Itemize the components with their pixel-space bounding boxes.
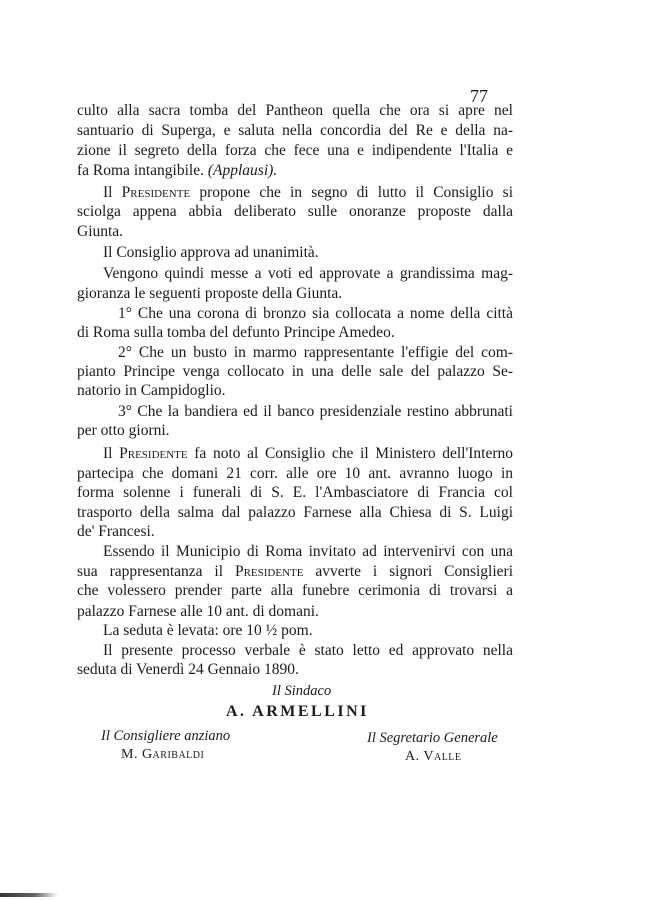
text-run: de' Francesi.: [77, 523, 155, 540]
text-run: avverte i signori Consiglieri: [303, 563, 514, 580]
text-line: [77, 140, 513, 162]
text-run: palazzo Farnese alle 10 ant. di domani.: [77, 603, 319, 620]
small-caps-text: Presidente: [234, 563, 304, 580]
text-run: Vengono quindi messe a voti ed approvate a grandissima mag-: [103, 265, 513, 282]
text-run: fa noto al Consiglio che il Ministero dell'Interno: [187, 445, 514, 462]
text-line: [77, 380, 513, 402]
text-run: fa Roma intangibile.: [77, 162, 208, 179]
text-run: partecipa che domani 21 corr. alle ore 10 ant. avranno luogo in: [77, 465, 513, 482]
sindaco-name: A. ARMELLINI: [226, 703, 369, 720]
text-line: [77, 221, 513, 243]
consigliere-name: M. Garibaldi: [121, 747, 205, 762]
text-run: seduta di Venerdì 24 Gennaio 1890.: [77, 661, 299, 678]
segretario-name: A. Valle: [405, 749, 462, 764]
segretario-title: Il Segretario Generale: [367, 730, 498, 746]
text-run: Il: [103, 184, 122, 201]
text-run: 1° Che una corona di bronzo sia collocata a nome della città: [118, 305, 513, 322]
text-run: zione il segreto della forza che fece una e indipendente l'Italia e: [77, 142, 513, 159]
text-run: di Roma sulla tomba del defunto Principe Amedeo.: [77, 324, 395, 341]
text-run: sciolga appena abbia deliberato sulle onoranze proposte dalla: [77, 203, 513, 220]
text-line: [103, 242, 513, 264]
small-caps-text: Presidente: [119, 445, 188, 462]
italic-text: (Applausi).: [207, 162, 278, 179]
text-run: per otto giorni.: [77, 422, 170, 439]
text-line: [77, 283, 513, 305]
text-run: Il presente processo verbale è stato letto ed approvato nella: [103, 642, 513, 659]
text-line: [77, 420, 513, 442]
text-run: culto alla sacra tomba del Pantheon quella che ora si apre nel: [77, 102, 513, 119]
page-number: 77: [470, 86, 488, 106]
text-run: che volessero prender parte alla funebre cerimonia di trovarsi a: [77, 582, 513, 599]
text-run: natorio in Campidoglio.: [77, 382, 226, 399]
text-run: trasporto della salma dal palazzo Farnese alla Chiesa di S. Luigi: [77, 504, 513, 521]
text-line: [77, 482, 513, 504]
text-run: sua rappresentanza il: [77, 563, 235, 580]
text-run: pianto Principe venga collocato in una delle sale del palazzo Se-: [77, 363, 513, 380]
text-run: santuario di Superga, e saluta nella concordia del Re e della na-: [77, 122, 513, 139]
text-run: Il: [103, 445, 120, 462]
sindaco-title: Il Sindaco: [272, 683, 332, 699]
text-line: [103, 541, 513, 563]
text-line: [77, 521, 513, 543]
text-run: 2° Che un busto in marmo rappresentante l'effigie del com-: [118, 344, 513, 361]
text-line: [103, 620, 513, 642]
scan-edge-mark: [0, 893, 58, 897]
text-run: Giunta.: [77, 223, 124, 240]
text-run: La seduta è levata: ore 10 ½ pom.: [103, 622, 313, 639]
text-line: [77, 160, 513, 182]
text-run: Essendo il Municipio di Roma invitato ad intervenirvi con una: [103, 543, 513, 560]
text-line: [77, 659, 513, 681]
text-run: gioranza le seguenti proposte della Giunta.: [77, 285, 343, 302]
text-line: [77, 580, 513, 602]
text-line: [77, 322, 513, 344]
text-line: [77, 120, 513, 142]
text-line: [103, 263, 513, 285]
text-run: Il Consiglio approva ad unanimità.: [103, 244, 319, 261]
text-line: [77, 100, 513, 122]
text-run: forma solenne i funerali di S. E. l'Ambasciatore di Francia col: [77, 484, 513, 501]
consigliere-title: Il Consigliere anziano: [101, 728, 231, 744]
text-run: 3° Che la bandiera ed il banco presidenziale restino abbrunati: [118, 403, 513, 420]
small-caps-text: Presidente: [121, 184, 191, 201]
text-line: [103, 443, 513, 465]
text-line: [77, 201, 513, 223]
text-run: propone che in segno di lutto il Consiglio si: [190, 184, 513, 201]
